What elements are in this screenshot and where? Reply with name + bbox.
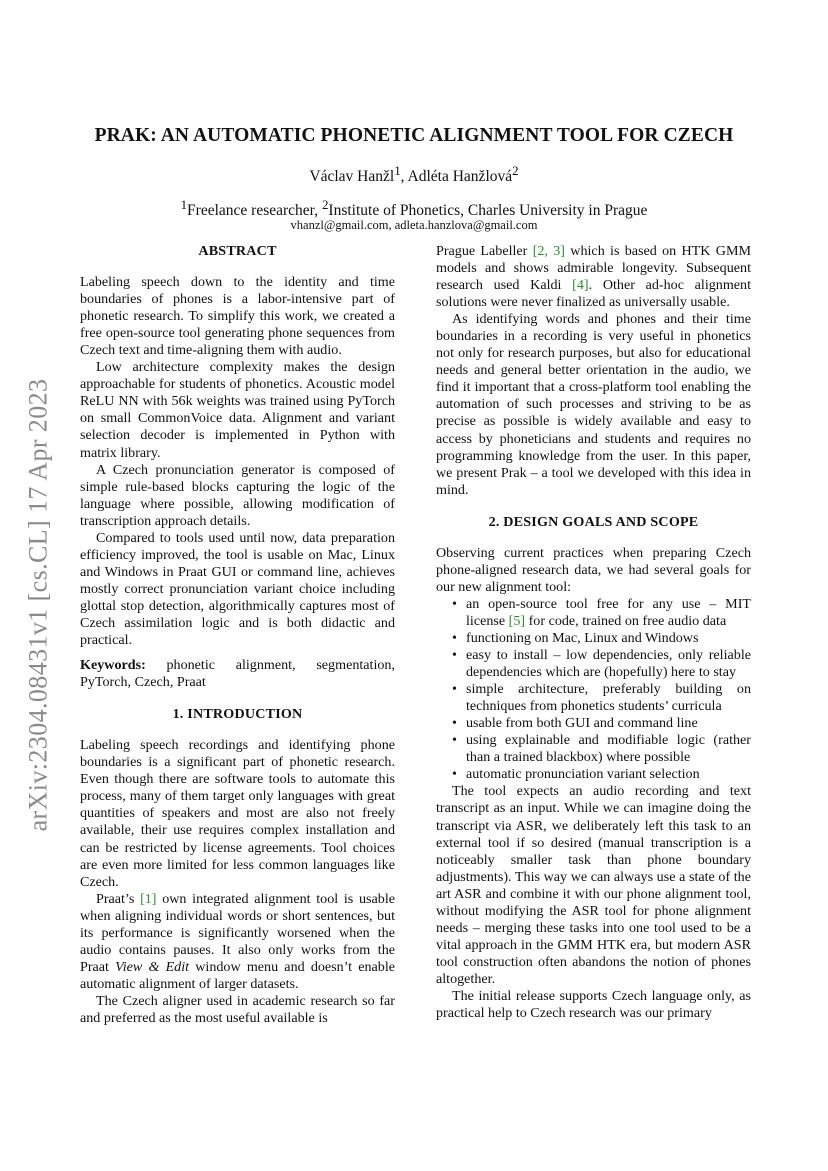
text-run: window menu and doesn’t enable automatic alignment of larger datasets. <box>80 958 396 992</box>
arxiv-stamp <box>18 365 58 845</box>
intro-paragraph-continued <box>436 243 751 311</box>
author-2: Adléta Hanžlová <box>407 168 513 186</box>
text-run: which is based on HTK GMM models and shows admirable longevity. Subsequent research used Kaldi <box>436 243 752 294</box>
list-item: • functioning on Mac, Linux and Windows <box>436 630 751 647</box>
section-heading-introduction: 1. INTRODUCTION <box>172 706 303 723</box>
list-item <box>436 596 751 630</box>
abstract-heading: ABSTRACT <box>198 243 277 259</box>
text-run: an open-source tool free for any use – MIT license <box>466 595 751 629</box>
citation-link[interactable]: [1] <box>140 890 157 907</box>
abstract-paragraph: A Czech pronunciation generator is composed of simple rule-based blocks capturing the logic of the language where possible, allowing modification of transcription approach details. <box>80 461 395 529</box>
text-run: Praat’s <box>96 890 141 907</box>
list-item: • automatic pronunciation variant selection <box>436 766 751 783</box>
abstract-paragraph: Low architecture complexity makes the design approachable for students of phonetics. Acoustic model ReLU NN with 56k weights was trained using PyTorch on small CommonVoice data. Alignment and variant selection decoder is implemented in Python with matrix library. <box>80 359 395 461</box>
citation-link[interactable]: [5] <box>508 612 526 629</box>
affiliations <box>0 197 828 220</box>
affil-1: Freelance researcher, <box>187 202 322 220</box>
author-1: Václav Hanžl <box>309 168 395 186</box>
design-intro-paragraph: Observing current practices when preparing Czech phone-aligned research data, we had several goals for our new alignment tool: <box>436 544 751 595</box>
keywords-text: phonetic alignment, segmentation, PyTorch, Czech, Praat <box>80 657 395 691</box>
intro-paragraph: As identifying words and phones and their time boundaries in a recording is very useful in phonetics not only for research purposes, but also for educational needs and general better orientation in the audio, we find it important that a cross-platform tool enabling the automation of such processes and striving to be as precise as possible is widely available and easy to access by phoneticians and students and requires no programming knowledge from the user. In this paper, we present Prak – a tool we developed with this idea in mind. <box>436 311 751 498</box>
keywords <box>80 657 395 691</box>
keywords-label: Keywords: <box>80 657 146 674</box>
author-2-affil-marker: 2 <box>512 163 519 178</box>
paper-title: PRAK: AN AUTOMATIC PHONETIC ALIGNMENT TOOL FOR CZECH <box>94 125 734 146</box>
menu-name: View & Edit <box>115 958 190 975</box>
citation-link[interactable]: [2, 3] <box>532 243 565 259</box>
right-column <box>436 243 751 1022</box>
design-paragraph: The initial release supports Czech language only, as practical help to Czech research was our primary <box>436 987 751 1022</box>
text-run: for code, trained on free audio data <box>525 612 727 629</box>
goals-list <box>436 596 751 784</box>
design-paragraph: The tool expects an audio recording and text transcript as an input. While we can imagine doing the transcript via ASR, we deliberately left this task to an external tool if so desired (manual transcription is a noticeably smaller task than phone boundary adjustments). This way we can always use a state of the art ASR and combine it with our phone alignment tool, without modifying the ASR tool for phone alignment needs – merging these tasks into one tool used to be a vital approach in the GMM HTK era, but modern ASR tool construction often abandons the notion of phones altogether. <box>436 783 751 987</box>
author-separator: , <box>400 168 408 186</box>
author-emails: vhanzl@gmail.com, adleta.hanzlova@gmail.com <box>290 218 538 232</box>
text-run: own integrated alignment tool is usable when aligning individual words or short sentences, but its performance is significantly worsened when the audio contains pauses. It also only works from the Praat <box>80 890 395 975</box>
intro-paragraph: Labeling speech recordings and identifying phone boundaries is a significant part of phonetic research. Even though there are software tools to automate this process, many of them target only languages with great quantities of speakers and most are also not freely available, their use requires complex installation and can be restricted by license agreements. Tool choices are even more limited for less common languages like Czech. <box>80 737 395 890</box>
author-line <box>0 163 828 186</box>
section-heading-design-goals: 2. DESIGN GOALS AND SCOPE <box>488 513 699 530</box>
affil-1-marker: 1 <box>180 197 188 212</box>
text-run: . Other ad-hoc alignment solutions were never finalized as universally usable. <box>436 277 752 311</box>
text-run: Prague Labeller <box>436 243 533 259</box>
left-column <box>80 243 395 1027</box>
affil-2: Institute of Phonetics, Charles University in Prague <box>328 202 648 220</box>
abstract-paragraph: Labeling speech down to the identity and time boundaries of phones is a labor-intensive part of phonetic research. To simplify this work, we created a free open-source tool generating phone sequences from Czech text and time-aligning them with audio. <box>80 274 395 359</box>
arxiv-id: arXiv:2304.08431v1 [cs.CL] 17 Apr 2023 <box>23 378 53 832</box>
list-item: • using explainable and modifiable logic (rather than a trained blackbox) where possible <box>436 732 751 766</box>
list-item: • simple architecture, preferably building on techniques from phonetics students’ curricula <box>436 681 751 715</box>
citation-link[interactable]: [4] <box>572 277 589 294</box>
list-item: • easy to install – low dependencies, only reliable dependencies which are (hopefully) here to stay <box>436 647 751 681</box>
affil-2-marker: 2 <box>321 197 329 212</box>
author-1-affil-marker: 1 <box>394 163 401 178</box>
abstract-paragraph: Compared to tools used until now, data preparation efficiency improved, the tool is usable on Mac, Linux and Windows in Praat GUI or command line, achieves mostly correct pronunciation variant choice including glottal stop detection, algorithmically captures most of Czech assimilation logic and is both didactic and practical. <box>80 529 395 649</box>
list-item: • usable from both GUI and command line <box>436 715 751 732</box>
intro-paragraph: The Czech aligner used in academic research so far and preferred as the most useful available is <box>80 992 395 1026</box>
intro-paragraph <box>80 891 395 993</box>
